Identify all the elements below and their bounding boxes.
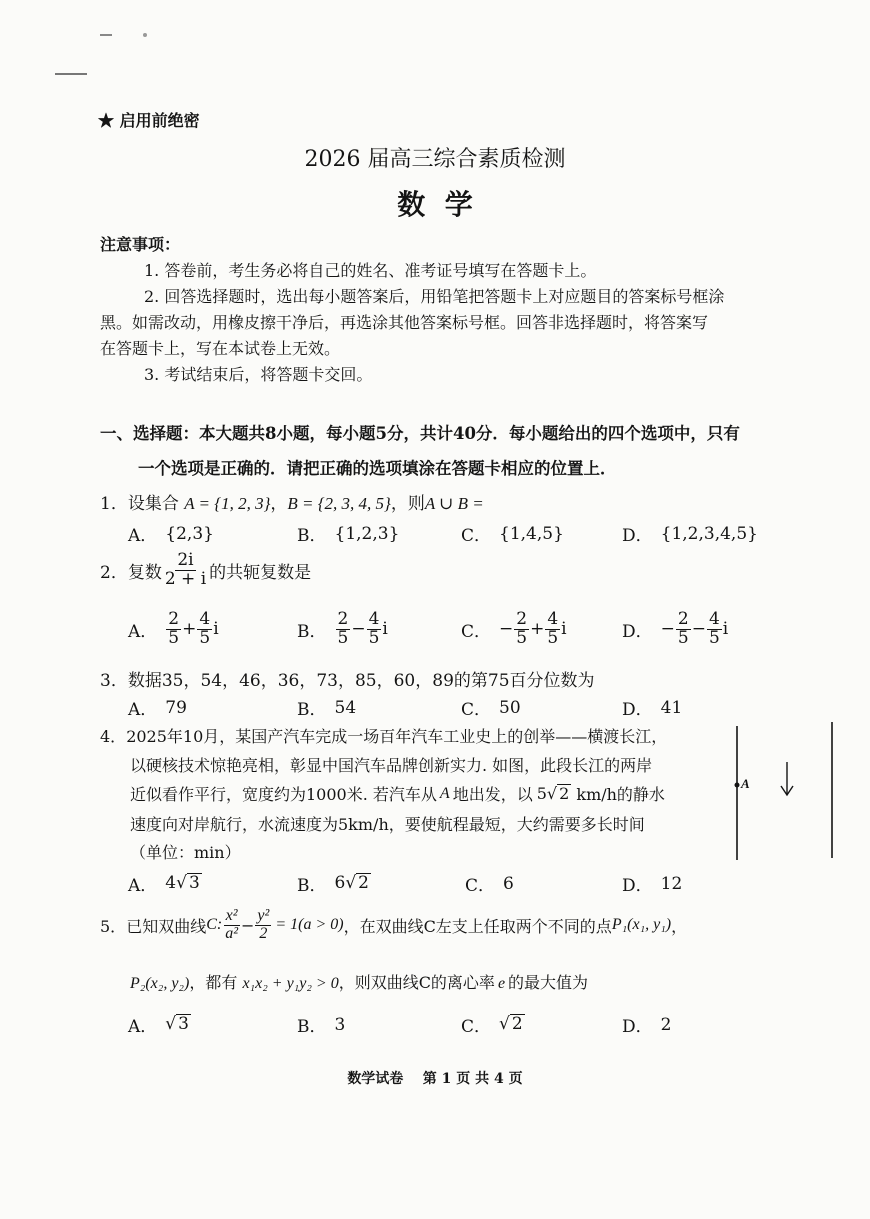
radicand: 2 <box>358 873 369 894</box>
point-a-dot <box>735 783 740 788</box>
fraction <box>336 611 351 648</box>
set-a-expression: A = {1, 2, 3} <box>184 494 271 513</box>
option-text: 3 <box>334 1014 346 1035</box>
option-label: C． <box>461 526 492 546</box>
question-5-text: ，在双曲线C左支上任取两个不同的点 <box>343 916 612 936</box>
question-2-option-a <box>128 611 219 648</box>
set-b-expression: B = {2, 3, 4, 5} <box>287 494 391 513</box>
speed-coefficient: 5 <box>536 784 547 803</box>
question-2-stem <box>100 552 311 589</box>
option-label: D． <box>622 876 653 896</box>
fraction <box>707 611 722 648</box>
fraction-denominator: a² <box>225 924 238 942</box>
option-text: 54 <box>334 697 357 718</box>
fraction <box>197 611 212 648</box>
notes-line-1: 1. 答卷前，考生务必将自己的姓名、准考证号填写在答题卡上。 <box>144 261 597 280</box>
option-text: {1,2,3} <box>334 523 400 544</box>
option-text: 50 <box>499 697 521 718</box>
question-3-option-c <box>461 695 521 720</box>
river-figure <box>725 720 845 865</box>
question-5-text: ，则双曲线C的离心率 <box>338 973 495 992</box>
sqrt-expression: √ 3 <box>165 1014 189 1035</box>
fraction-numerator: 2i <box>177 550 194 570</box>
fraction-numerator: 2 <box>337 609 349 629</box>
page-footer: 数学试卷 第 1 页 共 4 页 <box>347 1071 523 1087</box>
notes-heading: 注意事项： <box>100 235 181 254</box>
option-label: C． <box>461 621 492 642</box>
question-3-option-a <box>128 695 187 720</box>
question-2-option-d <box>622 611 728 648</box>
question-3-number: 3． <box>100 671 128 691</box>
notes-line-2b: 黑。如需改动，用橡皮擦干净后，再选涂其他答案标号框。回答非选择题时，将答案写 <box>100 313 709 332</box>
option-text: {2,3} <box>165 523 214 544</box>
fraction-numerator: 2 <box>168 609 180 629</box>
question-4-text: 近似看作平行，宽度约为1000米. 若汽车从 <box>130 785 437 804</box>
secret-label: ★ 启用前绝密 <box>98 111 200 130</box>
question-2-prefix: 复数 <box>127 562 162 583</box>
fraction <box>514 611 529 648</box>
section-1-subheading: 一个选项是正确的．请把正确的选项填涂在答题卡相应的位置上． <box>138 459 617 478</box>
fraction-numerator: y² <box>257 907 270 924</box>
coefficient: 6 <box>334 873 346 894</box>
imaginary-unit: i <box>561 619 567 640</box>
x-fraction <box>223 908 240 943</box>
subject-title: 数 学 <box>397 188 473 221</box>
figure-point-label: A <box>741 776 750 791</box>
question-4-line-3 <box>130 782 665 805</box>
question-4-option-d <box>622 871 682 896</box>
fraction-numerator: 2 <box>516 609 528 629</box>
option-label: B． <box>297 526 327 546</box>
hyperbola-name: C: <box>206 916 223 934</box>
question-4-line-4: 速度向对岸航行，水流速度为5km/h，要使航程最短，大约需要多长时间 <box>130 815 645 834</box>
question-1-option-b <box>297 521 399 546</box>
question-2-option-c <box>461 611 567 648</box>
fraction-denominator: 5 <box>168 627 180 648</box>
question-1-option-a <box>128 521 214 546</box>
question-1-mid: ，则 <box>390 494 425 514</box>
sqrt-expression: √ 2 <box>546 783 570 803</box>
fraction-denominator: 5 <box>547 627 559 648</box>
option-text: 12 <box>660 873 683 894</box>
question-5-option-c <box>461 1012 525 1037</box>
fraction-numerator: 4 <box>547 609 559 629</box>
question-1-option-d <box>622 521 758 546</box>
notes-line-2a: 2. 回答选择题时，选出每小题答案后，用铅笔把答题卡上对应题目的答案标号框涂 <box>144 287 725 306</box>
imaginary-unit: i <box>382 619 388 640</box>
question-4-text: km/h的静水 <box>571 785 665 804</box>
question-5-line-2 <box>130 970 588 993</box>
question-5-line-1 <box>100 908 687 943</box>
operator: + <box>530 619 545 640</box>
scan-mark <box>143 33 147 37</box>
notes-line-3: 3. 考试结束后，将答题卡交回。 <box>144 365 373 384</box>
operator: − <box>351 619 366 640</box>
option-text: {1,4,5} <box>499 523 564 544</box>
question-2-option-b <box>297 611 388 648</box>
equation-rhs: = 1(a > 0) <box>275 916 344 934</box>
fraction-denominator: 5 <box>677 627 689 648</box>
question-4-line-1 <box>100 724 667 747</box>
fraction-denominator: 5 <box>199 627 211 648</box>
sqrt-expression: √ 2 <box>499 1014 523 1035</box>
option-text: 41 <box>660 697 683 718</box>
sqrt-expression: √ 3 <box>176 873 200 894</box>
operator: − <box>241 915 255 935</box>
option-label: B． <box>297 876 327 896</box>
radicand: 3 <box>188 873 200 894</box>
fraction-numerator: 4 <box>368 609 380 629</box>
question-5-text: 已知双曲线 <box>126 916 207 936</box>
radicand: 2 <box>511 1014 523 1035</box>
option-label: C． <box>465 876 496 896</box>
operator: + <box>182 619 197 640</box>
option-text: {1,2,3,4,5} <box>660 523 758 544</box>
dot-product-condition: x₁x₂ + y₁y₂ > 0 <box>242 975 339 992</box>
question-5-text: ， <box>671 916 688 936</box>
option-label: C． <box>461 1017 492 1037</box>
option-text: 2 <box>660 1014 672 1035</box>
question-4-option-c <box>465 871 514 896</box>
sqrt-expression: √ 2 <box>345 873 369 894</box>
option-label: D． <box>622 700 653 720</box>
fraction <box>676 611 691 648</box>
point-a-variable: A <box>439 784 450 802</box>
imaginary-unit: i <box>213 619 219 640</box>
question-4-line-5: （单位：min） <box>130 843 241 862</box>
option-text: 6 <box>503 873 514 894</box>
question-4-number: 4． <box>100 727 127 746</box>
question-4-text: 2025年10月，某国产汽车完成一场百年汽车工业史上的创举——横渡长江， <box>126 727 668 746</box>
question-5-number: 5． <box>100 916 127 936</box>
operator: − <box>691 619 706 640</box>
question-4-option-a <box>128 871 202 896</box>
question-3-option-b <box>297 695 356 720</box>
fraction-denominator: 5 <box>368 627 380 648</box>
sign: − <box>499 619 514 640</box>
point-p2: P₂(x₂, y₂) <box>130 975 190 992</box>
scan-mark <box>100 34 112 36</box>
fraction-numerator: x² <box>225 907 238 924</box>
notes-line-2c: 在答题卡上，写在本试卷上无效。 <box>100 339 341 358</box>
option-label: B． <box>297 700 327 720</box>
y-fraction <box>255 908 271 943</box>
fraction-denominator: 5 <box>337 627 349 648</box>
union-expression: A ∪ B = <box>424 494 484 513</box>
fraction-numerator: 4 <box>199 609 211 629</box>
fraction-denominator: 5 <box>708 627 720 648</box>
option-label: B． <box>297 1017 327 1037</box>
fraction-denominator: 2 <box>259 924 268 942</box>
scan-mark <box>55 73 87 75</box>
question-2-number: 2． <box>100 562 128 583</box>
question-3-option-d <box>622 695 682 720</box>
question-1-number: 1． <box>100 494 128 514</box>
section-1-heading: 一、选择题：本大题共8小题，每小题5分，共计40分．每小题给出的四个选项中，只有 <box>100 424 740 443</box>
option-label: A． <box>128 876 158 896</box>
question-3-stem <box>100 666 595 691</box>
question-3-text: 数据35，54，46，36，73，85，60，89的第75百分位数为 <box>127 671 595 691</box>
fraction-numerator: 4 <box>708 609 720 629</box>
option-text: 79 <box>165 697 187 718</box>
option-label: C． <box>461 700 492 720</box>
sign: − <box>660 619 675 640</box>
question-1-prefix: 设集合 <box>127 494 179 514</box>
question-5-text: 的最大值为 <box>508 973 589 992</box>
question-2-suffix: 的共轭复数是 <box>209 562 312 583</box>
option-label: A． <box>128 700 158 720</box>
imaginary-unit: i <box>722 619 729 640</box>
option-label: D． <box>622 621 653 642</box>
question-1-option-c <box>461 521 564 546</box>
complex-fraction <box>163 552 208 589</box>
option-label: B． <box>297 621 327 642</box>
fraction <box>166 611 181 648</box>
radicand: 2 <box>559 783 570 803</box>
question-4-text: 地出发，以 <box>452 785 533 804</box>
question-1-sep: ， <box>270 494 288 514</box>
exam-title: 2026 届高三综合素质检测 <box>304 147 566 172</box>
option-label: A． <box>128 1017 158 1037</box>
fraction-numerator: 2 <box>677 609 689 629</box>
option-label: A． <box>128 526 158 546</box>
coefficient: 4 <box>165 873 177 894</box>
question-5-option-d <box>622 1012 671 1037</box>
point-p1: P₁(x₁, y₁) <box>611 916 672 934</box>
fraction-denominator: 2 + i <box>164 568 207 589</box>
eccentricity-variable: e <box>497 975 506 992</box>
option-label: D． <box>622 526 653 546</box>
question-1-stem <box>100 489 484 514</box>
fraction <box>367 611 382 648</box>
fraction-denominator: 5 <box>516 627 528 648</box>
question-5-option-a <box>128 1012 191 1037</box>
question-4-line-2: 以硬核技术惊艳亮相，彰显中国汽车品牌创新实力. 如图，此段长江的两岸 <box>130 756 653 775</box>
option-label: D． <box>622 1017 653 1037</box>
option-label: A． <box>128 621 158 642</box>
question-4-option-b <box>297 871 371 896</box>
radicand: 3 <box>178 1014 189 1035</box>
question-5-option-b <box>297 1012 345 1037</box>
question-5-text: ，都有 <box>189 973 238 992</box>
fraction <box>545 611 560 648</box>
